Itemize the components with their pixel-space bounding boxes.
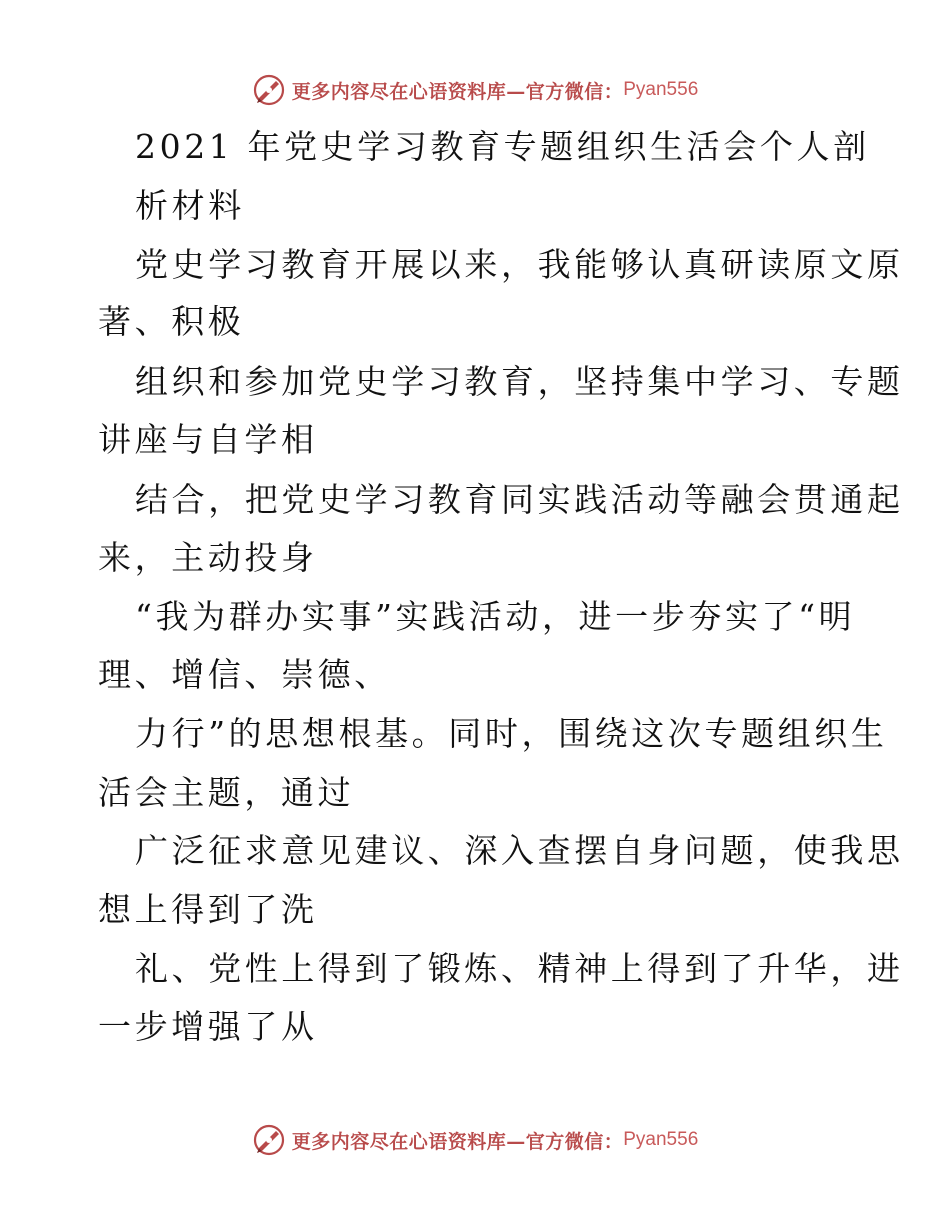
paragraph-line: 著、积极: [98, 302, 245, 341]
paragraph-line: 来，主动投身: [98, 538, 318, 577]
watermark-text: 更多内容尽在心语资料库—官方微信：: [291, 80, 624, 103]
paragraph-line: 党史学习教育开展以来，我能够认真研读原文原: [135, 245, 904, 284]
paragraph-line: 组织和参加党史学习教育，坚持集中学习、专题: [135, 362, 904, 401]
paragraph-line: 讲座与自学相: [98, 420, 318, 459]
paragraph-line: 活会主题，通过: [98, 773, 355, 812]
paragraph-line: 一步增强了从: [98, 1007, 318, 1046]
paragraph-line: 广泛征求意见建议、深入查摆自身问题，使我思: [135, 831, 904, 870]
title-line-2: 析材料: [135, 186, 245, 225]
watermark-text: 更多内容尽在心语资料库—官方微信：: [291, 1130, 624, 1153]
title-line-1: 2021 年党史学习教育专题组织生活会个人剖: [135, 127, 870, 166]
paragraph-line: 结合，把党史学习教育同实践活动等融会贯通起: [135, 480, 904, 519]
paragraph-line: 想上得到了洗: [98, 890, 318, 929]
paragraph-line: 理、增信、崇德、: [98, 655, 391, 694]
pen-logo-icon: [252, 73, 286, 107]
watermark-id: Pyan556: [623, 79, 699, 100]
pen-logo-icon: [252, 1123, 286, 1157]
watermark-id: Pyan556: [623, 1129, 699, 1150]
footer-watermark: [0, 1120, 950, 1160]
header-watermark: [0, 70, 950, 110]
paragraph-line: 力行”的思想根基。同时，围绕这次专题组织生: [135, 714, 888, 753]
paragraph-line: 礼、党性上得到了锻炼、精神上得到了升华，进: [135, 949, 904, 988]
paragraph-line: “我为群办实事”实践活动，进一步夯实了“明: [135, 597, 856, 636]
